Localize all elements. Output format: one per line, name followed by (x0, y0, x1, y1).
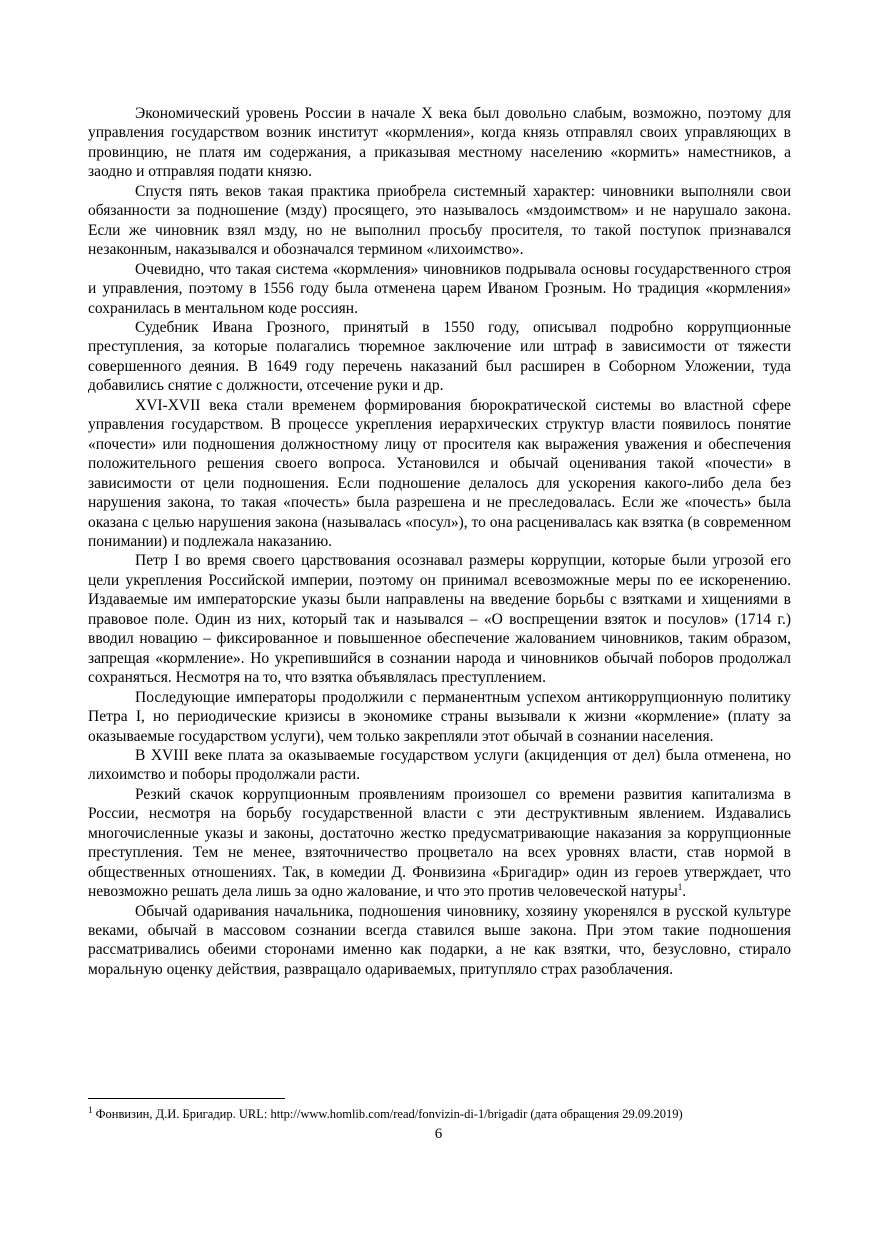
paragraph-2: Спустя пять веков такая практика приобрела системный характер: чиновники выполняли свои обязанности за подношение (мзду) просящего, это называлось «мздоимством» и не нарушало закона. Если же чиновник взял мзду, но не выполнил просьбу просителя, то такой поступок признавался незаконным, наказывался и обозначался термином «лихоимство». (88, 182, 791, 259)
footnote-marker: 1 (88, 1104, 93, 1115)
body-text (88, 104, 791, 979)
paragraph-3: Очевидно, что такая система «кормления» чиновников подрывала основы государственного строя и управления, поэтому в 1556 году была отменена царем Иваном Грозным. Но традиция «кормления» сохранилась в ментальном коде россиян. (88, 260, 791, 317)
paragraph-9-end: . (682, 883, 687, 901)
paragraph-4: Судебник Ивана Грозного, принятый в 1550 году, описывал подробно коррупционные преступления, за которые полагались тюремное заключение или штраф в зависимости от тяжести совершенного деяния. В 1649 году перечень наказаний был расширен в Соборном Уложении, туда добавились снятие с должности, отсечение руки и др. (88, 318, 791, 395)
paragraph-10: Обычай одаривания начальника, подношения чиновнику, хозяину укоренялся в русской культуре веками, обычай в массовом сознании всегда ставился выше закона. При этом такие подношения рассматривались обеими сторонами именно как подарки, а не как взятки, что, безусловно, стирало моральную оценку действия, развращало одариваемых, притупляло страх разоблачения. (88, 902, 791, 978)
paragraph-8: В XVIII веке плата за оказываемые государством услуги (акциденция от дел) была отменена, но лихоимство и поборы продолжали расти. (88, 746, 791, 784)
paragraph-1: Экономический уровень России в начале X века был довольно слабым, возможно, поэтому для управления государством возник институт «кормления», когда князь отправлял своих управляющих в провинцию, не платя им содержания, а приказывая местному населению «кормить» наместников, а заодно и отправляя подати князю. (88, 105, 791, 181)
footnote-separator (88, 1098, 285, 1099)
page-content (88, 104, 791, 979)
page-number: 6 (434, 1126, 443, 1142)
paragraph-9-text: Резкий скачок коррупционным проявлениям произошел со времени развития капитализма в России, несмотря на борьбу государственной власти с эти деструктивным явлением. Издавались многочисленные указы и законы, достаточно жестко предусматривающие наказания за коррупционные преступления. Тем не менее, взяточничество процветало на всех уровнях власти, став нормой в общественных отношениях. Так, в комедии Д. Фонвизина «Бригадир» один из героев утверждает, что невозможно решать дела лишь за одно жалование, и что это против человеческой натуры (88, 785, 791, 901)
footnote-reference[interactable]: 1 (677, 881, 683, 892)
paragraph-6: Петр I во время своего царствования осознавал размеры коррупции, которые были угрозой его цели укрепления Российской империи, поэтому он принимал всевозможные меры по ее искоренению. Издаваемые им императорские указы были направлены на введение борьбы с взятками и хищениями в правовое поле. Один из них, который так и назывался – «О воспрещении взяток и посулов» (1714 г.) вводил новацию – фиксированное и повышенное обеспечение жалованием чиновников, таким образом, запрещая «кормление». Но укрепившийся в сознании народа и чиновников обычай поборов продолжал сохраняться. Несмотря на то, что взятка объявлялась преступлением. (88, 552, 791, 687)
paragraph-9 (88, 785, 791, 902)
paragraph-7: Последующие императоры продолжили с перманентным успехом антикоррупционную политику Петра I, но периодические кризисы в экономике страны вызывали к жизни «кормление» (плату за оказываемые государством услуги), чем только закрепляли этот обычай в сознании населения. (88, 688, 791, 745)
paragraph-5: XVI-XVII века стали временем формирования бюрократической системы во властной сфере управления государством. В процессе укрепления иерархических структур власти появилось понятие «почести» или подношения должностному лицу от просителя как выражения уважения и обеспечения положительного решения своего вопроса. Установился и обычай оценивания такой «почести» в зависимости от цели подношения. Если подношение делалось для ускорения какого-либо дела без нарушения закона, то такая «почесть» была разрешена и не преследовалась. Если же «почесть» была оказана с целью нарушения закона (называлась «посул»), то она расценивалась как взятка (в современном понимании) и подлежала наказанию. (88, 396, 791, 550)
footnote-text: Фонвизин, Д.И. Бригадир. URL: http://www.homlib.com/read/fonvizin-di-1/brigadir (дата обращения 29.09.2019) (92, 1107, 683, 1121)
footnote (88, 1106, 791, 1122)
